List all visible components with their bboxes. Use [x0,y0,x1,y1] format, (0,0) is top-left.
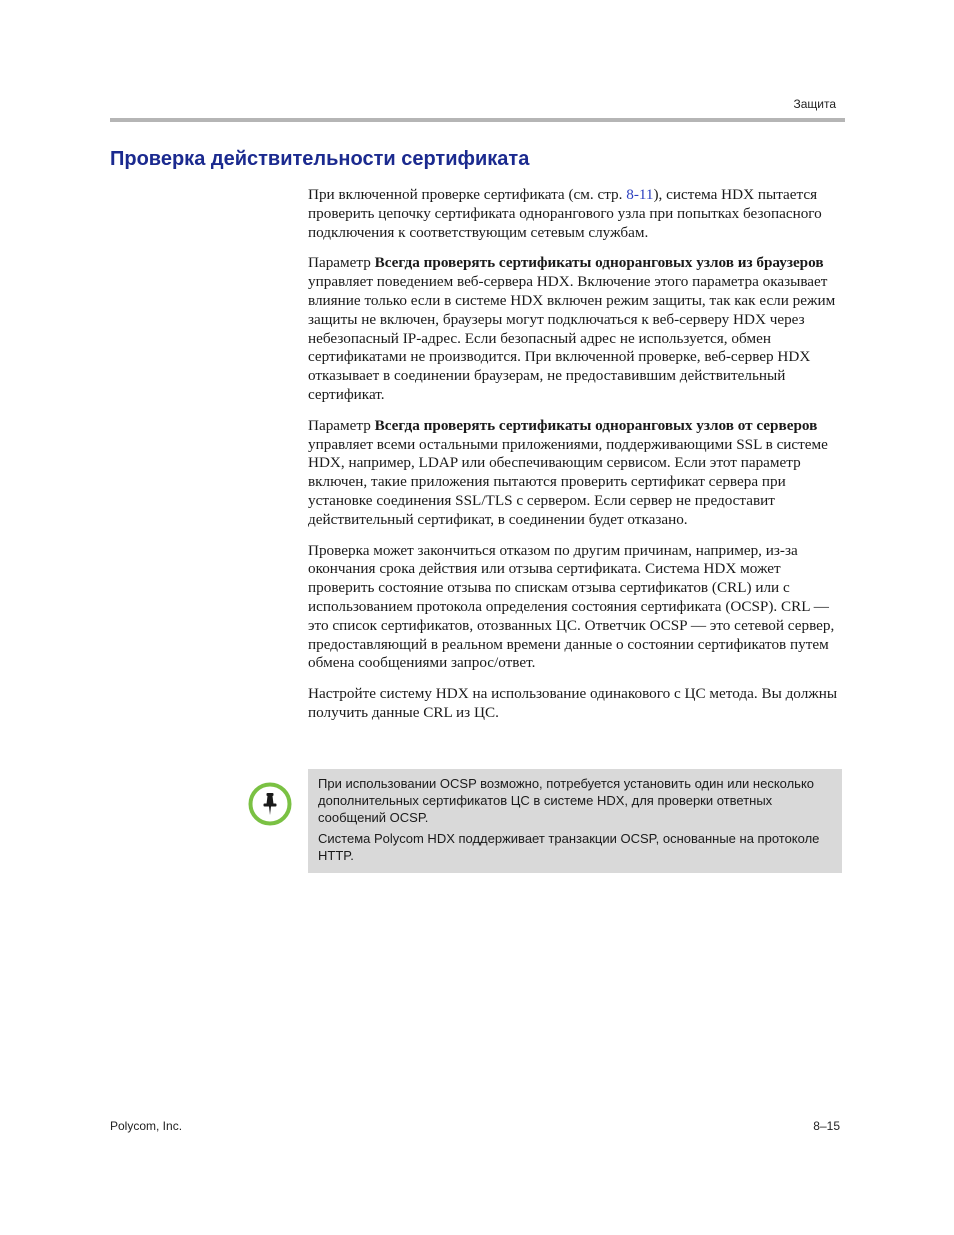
pushpin-icon [248,782,292,826]
paragraph-3-text-b: управляет всеми остальными приложениями, поддерживающими SSL в системе HDX, например, LDAP или обеспечивающим сервисом. Если этот параметр включен, такие приложения пытаются проверить сертификат сервера при установке соединения SSL/TLS с сервером. Если сервер не предоставит действительный сертификат, в соединении будет отказано. [308,435,828,528]
paragraph-2 [308,254,844,404]
page-reference-link[interactable]: 8-11 [626,186,654,203]
paragraph-3-text-a: Параметр [308,416,375,434]
paragraph-5: Настройте систему HDX на использование одинакового с ЦС метода. Вы должны получить данные CRL из ЦС. [308,685,838,721]
paragraph-4: Проверка может закончиться отказом по другим причинам, например, из-за окончания срока действия или отзыва сертификата. Система HDX может проверить состояние отзыва по спискам отзыва сертификатов (CRL) или с использованием протокола определения состояния сертификата (OCSP). CRL — это список сертификатов, отозванных ЦС. Ответчик OCSP — это сетевой сервер, предоставляющий в реальном времени данные о состоянии сертификатов путем обмена сообщениями запрос/ответ. [308,541,835,672]
paragraph-3 [308,417,844,530]
note-paragraph-1: При использовании OCSP возможно, потребуется установить один или несколько дополнительных сертификатов ЦС в системе HDX, для проверки ответных сообщений OCSP. [318,776,815,825]
note-box [308,769,842,873]
body-text [308,186,844,735]
note-paragraph-2: Система Polycom HDX поддерживает транзакции OCSP, основанные на протоколе HTTP. [318,831,820,863]
paragraph-2-text-b: управляет поведением веб-сервера HDX. Включение этого параметра оказывает влияние только если в системе HDX включен режим защиты, так как если режим защиты не включен, браузеры могут подключаться к веб-серверу HDX через небезопасный IP-адрес. Если безопасный адрес не используется, обмен сертификатами не производится. При включенной проверке, веб-сервер HDX отказывает в соединении браузерам, не предоставившим действительный сертификат. [308,273,836,403]
header-divider [110,118,845,122]
paragraph-2-text-a: Параметр [308,254,375,272]
paragraph-1 [308,186,844,242]
server-setting-name: Всегда проверять сертификаты одноранговых узлов от серверов [374,416,818,434]
section-title: Проверка действительности сертификата [110,148,530,170]
running-header: Защита [793,97,836,111]
footer-company: Polycom, Inc. [110,1119,183,1133]
browser-setting-name: Всегда проверять сертификаты одноранговых узлов из браузеров [374,254,824,272]
page-number: 8–15 [813,1119,840,1133]
paragraph-1-text-a: При включенной проверке сертификата (см. стр. [308,186,627,203]
paragraph-1-text-b: ), система HDX пытается проверить цепочку сертификата однорангового узла при попытках безопасного подключения к соответствующим сетевым службам. [308,186,822,241]
